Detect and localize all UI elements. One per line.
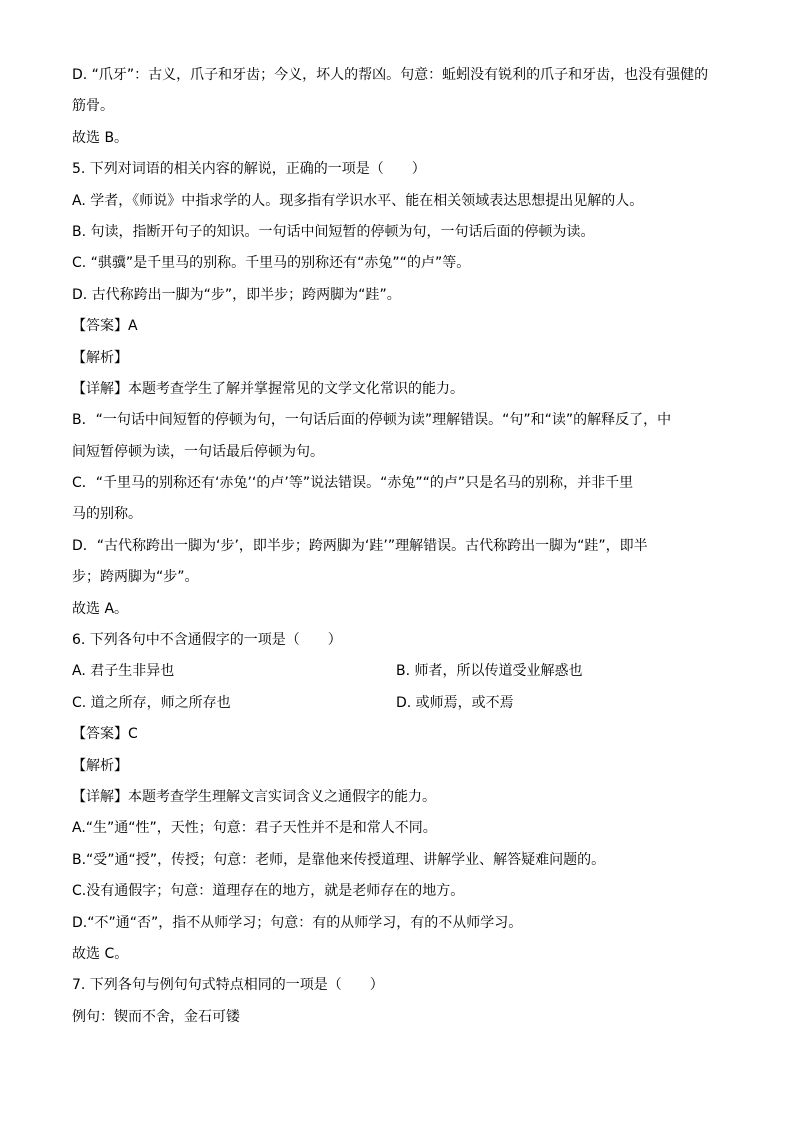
explanation-line: 【详解】本题考查学生了解并掌握常见的文学文化常识的能力。 [72,380,464,397]
explanation-line: A.“生”通“性”，天性；句意：君子天性并不是和常人不同。 [72,820,437,837]
question-5-stem: 5. 下列对词语的相关内容的解说，正确的一项是（ ） [72,161,426,178]
explanation-line: 【详解】本题考查学生理解文言实词含义之通假字的能力。 [72,788,436,805]
question-6-options-row-1 [72,660,722,691]
text-line: 故选 B。 [72,129,129,146]
explanation-line: C.没有通假字；句意：道理存在的地方，就是老师存在的地方。 [72,883,465,900]
question-5-option-b: B. 句读，指断开句子的知识。一句话中间短暂的停顿为句，一句话后面的停顿为读。 [72,223,595,240]
question-6-option-c: C. 道之所存，师之所存也 [72,694,231,711]
question-6-option-d: D. 或师焉，或不焉 [396,694,514,711]
analysis-label: 【解析】 [72,757,128,774]
analysis-label: 【解析】 [72,349,128,366]
document-page [72,64,722,1037]
explanation-line: 马的别称。 [72,506,142,523]
explanation-line: B.“受”通“授”，传授；句意：老师，是靠他来传授道理、讲解学业、解答疑难问题的。 [72,851,606,868]
explanation-line: B．“一句话中间短暂的停顿为句，一句话后面的停顿为读”理解错误。“句”和“读”的解释反了，中 [72,412,672,429]
question-6-option-b: B. 师者，所以传道受业解惑也 [396,663,583,680]
answer-label: 【答案】A [72,318,138,335]
question-7-stem: 7. 下列各句与例句句式特点相同的一项是（ ） [72,977,384,994]
question-6-stem: 6. 下列各句中不含通假字的一项是（ ） [72,632,342,649]
explanation-line: 步；跨两脚为“步”。 [72,569,199,586]
choice-line: 故选 C。 [72,945,129,962]
explanation-line: D．“古代称跨出一脚为‘步’，即半步；跨两脚为‘跬’”理解错误。古代称跨出一脚为“跬”，即半 [72,537,648,554]
question-5-option-c: C. “骐骥”是千里马的别称。千里马的别称还有“赤兔”“的卢”等。 [72,255,471,272]
question-5-option-d: D. 古代称跨出一脚为“步”，即半步；跨两脚为“跬”。 [72,286,401,303]
explanation-line: D.“不”通“否”，指不从师学习；句意：有的从师学习，有的不从师学习。 [72,914,523,931]
question-7-example: 例句：锲而不舍，金石可镂 [72,1008,240,1025]
explanation-line: 间短暂停顿为读，一句话最后停顿为句。 [72,443,324,460]
explanation-line: C．“千里马的别称还有‘赤兔’‘的卢’等”说法错误。“赤兔”“的卢”只是名马的别称，并非千里 [72,475,634,492]
text-line: 筋骨。 [72,98,114,115]
question-6-options-row-2 [72,692,722,723]
question-6-option-a: A. 君子生非异也 [72,663,175,680]
question-5-option-a: A. 学者，《师说》中指求学的人。现多指有学识水平、能在相关领域表达思想提出见解的人。 [72,192,644,209]
text-line: D. “爪牙”：古义，爪子和牙齿；今义，坏人的帮凶。句意：蚯蚓没有锐利的爪子和牙齿，也没有强健的 [72,67,709,83]
answer-label: 【答案】C [72,726,138,743]
choice-line: 故选 A。 [72,600,129,617]
